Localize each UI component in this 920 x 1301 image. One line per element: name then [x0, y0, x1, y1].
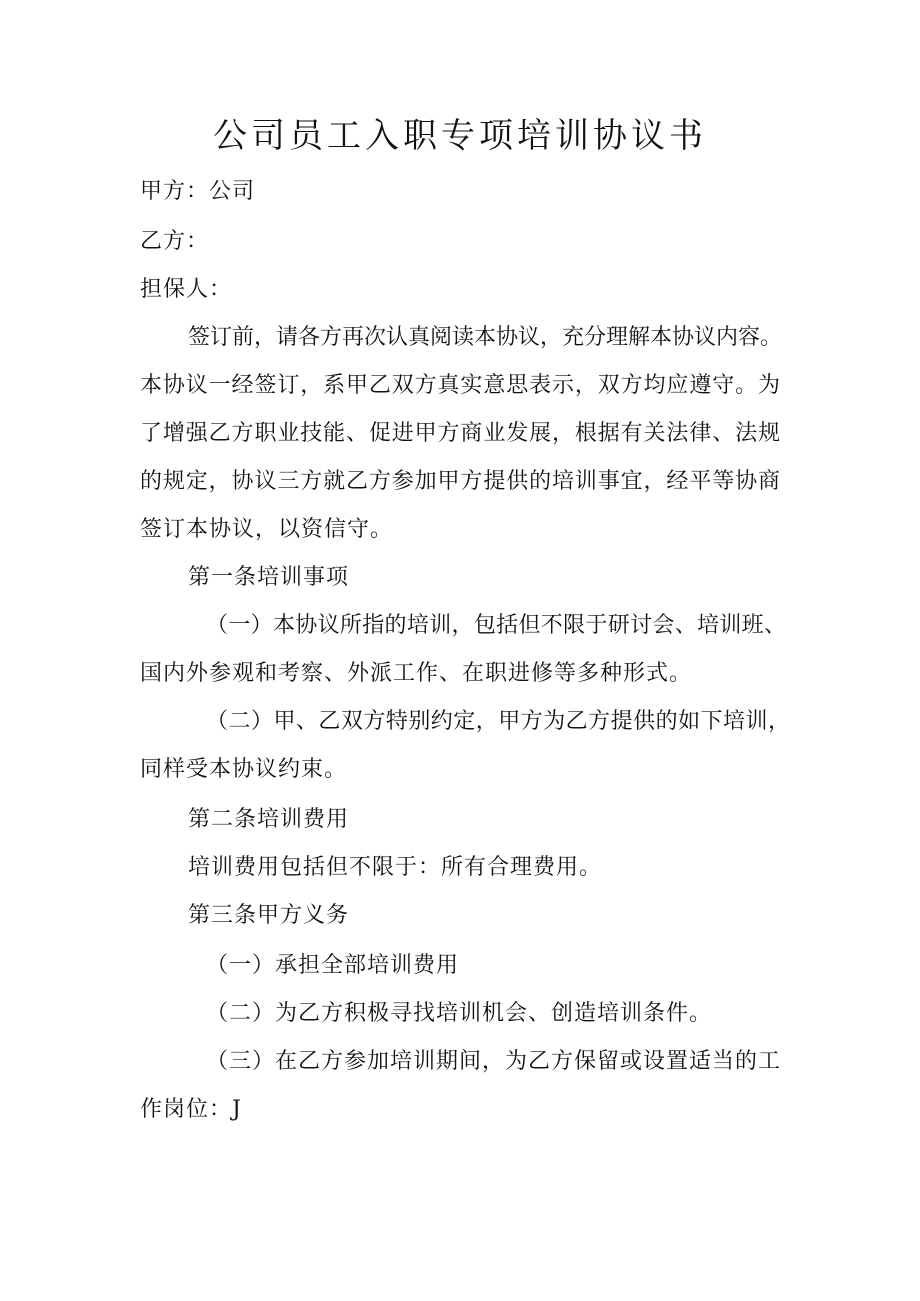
- document-title: 公司员工入职专项培训协议书: [213, 116, 707, 156]
- intro-line-2: 本协议一经签订，系甲乙双方真实意思表示，双方均应遵守。为: [140, 373, 780, 398]
- article-1-item-2-line-1: （二）甲、乙双方特别约定，甲方为乙方提供的如下培训，: [206, 709, 790, 734]
- article-1-heading: 第一条培训事项: [188, 565, 350, 590]
- intro-line-1: 签订前，请各方再次认真阅读本协议，充分理解本协议内容。: [188, 325, 783, 350]
- party-a-line: 甲方：公司: [140, 179, 256, 204]
- article-3-heading: 第三条甲方义务: [188, 903, 350, 928]
- article-2-body: 培训费用包括但不限于：所有合理费用。: [188, 855, 603, 880]
- party-b-line: 乙方：: [140, 229, 210, 254]
- article-2-heading: 第二条培训费用: [188, 807, 350, 832]
- article-3-item-3-line-1: （三）在乙方参加培训期间，为乙方保留或设置适当的工: [206, 1049, 780, 1074]
- article-3-item-1: （一）承担全部培训费用: [206, 953, 460, 978]
- article-1-item-2-line-2: 同样受本协议约束。: [140, 757, 348, 782]
- article-1-item-1-line-1: （一）本协议所指的培训，包括但不限于研讨会、培训班、: [206, 613, 786, 638]
- article-1-item-1-line-2: 国内外参观和考察、外派工作、在职进修等多种形式。: [140, 661, 693, 686]
- guarantor-line: 担保人：: [140, 277, 233, 302]
- intro-line-5: 签订本协议，以资信守。: [140, 517, 394, 542]
- article-3-item-3-line-2: 作岗位：J: [140, 1097, 242, 1122]
- article-3-item-2: （二）为乙方积极寻找培训机会、创造培训条件。: [206, 1001, 713, 1026]
- intro-line-3: 了增强乙方职业技能、促进甲方商业发展，根据有关法律、法规: [140, 421, 780, 446]
- intro-line-4: 的规定，协议三方就乙方参加甲方提供的培训事宜，经平等协商: [140, 469, 780, 494]
